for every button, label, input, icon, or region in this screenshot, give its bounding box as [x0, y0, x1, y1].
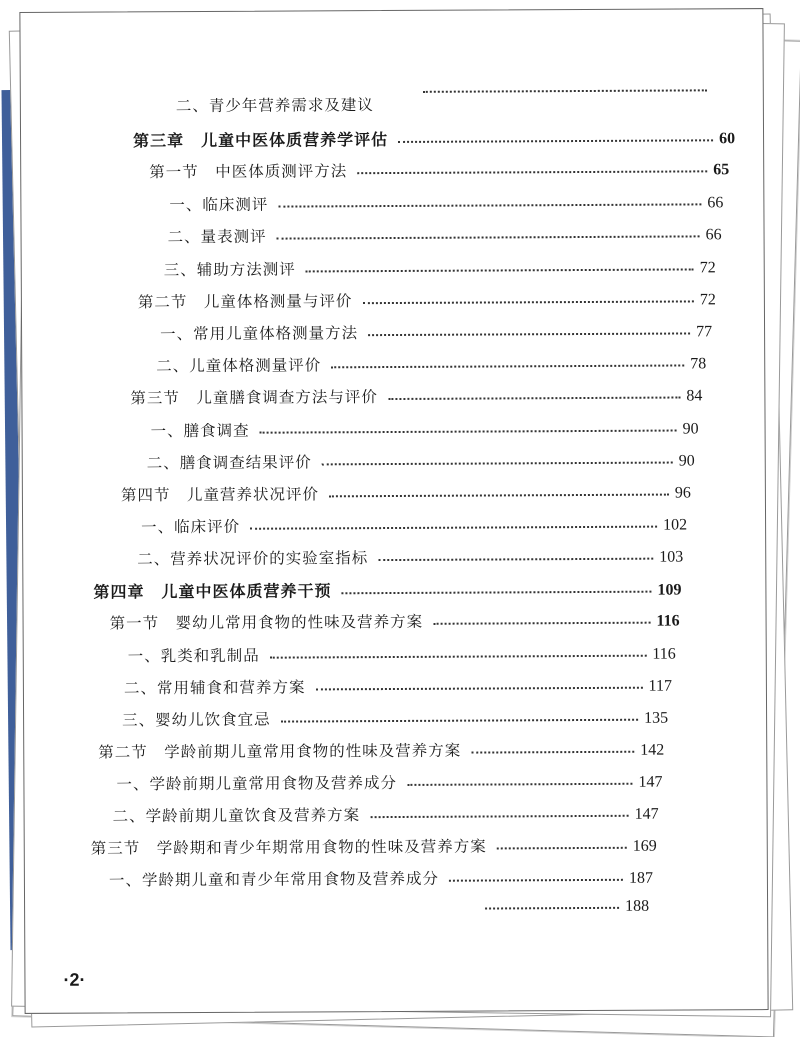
toc-entry-title: 第四章 儿童中医体质营养干预: [93, 581, 332, 602]
toc-entry-title: 一、膳食调查: [150, 421, 250, 441]
toc-entry-page: 77: [696, 323, 713, 341]
toc-leader-dots: [357, 170, 707, 174]
toc-entry: [176, 93, 406, 124]
toc-entry-page: 96: [674, 484, 691, 502]
toc-entry-title: 二、学龄前期儿童饮食及营养方案: [112, 806, 361, 826]
toc-entry-section: [121, 480, 691, 513]
toc-leader-dots: [306, 268, 694, 272]
toc-entry-page: 65: [713, 161, 730, 179]
toc-entry-title: 一、常用儿童体格测量方法: [160, 324, 359, 344]
toc-entry-page: 102: [663, 516, 688, 534]
toc-entry-page: 117: [648, 677, 672, 695]
toc-leader-dots: [407, 783, 632, 786]
toc-leader-dots: [485, 907, 619, 910]
toc-leader-dots: [378, 558, 653, 561]
toc-entry: [169, 190, 723, 223]
toc-entry-page: 66: [707, 194, 724, 212]
toc-entry-title: 一、乳类和乳制品: [127, 646, 260, 666]
toc-entry-title: 一、学龄前期儿童常用食物及营养成分: [116, 773, 397, 794]
toc-entry-title: 二、膳食调查结果评价: [146, 453, 312, 473]
toc-leader-dots: [331, 364, 684, 368]
toc-entry: [122, 706, 668, 739]
toc-entry-title: 第三节 儿童膳食调查方法与评价: [130, 388, 378, 408]
toc-entry-page: 169: [632, 837, 657, 855]
toc-leader-dots: [322, 462, 673, 466]
toc-entry-title: 第二节 儿童体格测量与评价: [137, 292, 353, 312]
toc-entry-page: 103: [659, 548, 684, 566]
toc-entry-title: 一、临床测评: [169, 195, 269, 215]
toc-leader-dots: [398, 139, 713, 143]
page-number: ·2·: [63, 969, 86, 990]
toc-entry-title: 三、婴幼儿饮食宜忌: [122, 710, 271, 730]
toc-entry-page: 109: [657, 581, 682, 599]
toc-entry-page: 90: [682, 420, 699, 438]
toc-leader-dots: [250, 526, 657, 530]
toc-entry: [168, 222, 722, 255]
toc-leader-dots: [449, 879, 623, 882]
toc-entry-title: 第一节 中医体质测评方法: [149, 162, 348, 182]
toc-entry-title: 三、辅助方法测评: [163, 260, 296, 280]
toc-entry-page: 187: [628, 869, 653, 887]
toc-leader-dots: [260, 430, 677, 434]
toc-entry: [113, 802, 659, 835]
toc-leader-dots: [368, 332, 690, 336]
toc-entry-page: 66: [705, 226, 722, 244]
toc-entry-title: 二、儿童体格测量评价: [156, 356, 322, 376]
toc-leader-dots: [388, 396, 680, 400]
toc-entry-title: 第三节 学龄期和青少年期常用食物的性味及营养方案: [90, 837, 487, 858]
toc-entry: [116, 770, 662, 803]
toc-entry-title: 第二节 学龄前期儿童常用食物的性味及营养方案: [98, 741, 462, 762]
toc-entry: [124, 674, 672, 707]
toc-leader-dots: [329, 494, 669, 498]
toc-leader-dots: [423, 89, 707, 92]
toc-leader-dots: [270, 655, 647, 659]
toc-leader-dots: [497, 847, 627, 850]
toc-entry-title: 二、量表测评: [167, 227, 267, 247]
toc-entry-title: 一、学龄期儿童和青少年常用食物及营养成分: [108, 869, 439, 890]
toc-entry: [141, 512, 687, 545]
toc-entry-section: [98, 738, 664, 771]
toc-entry-page: 116: [652, 645, 676, 663]
toc-leader-dots: [315, 687, 642, 691]
toc-entry-title: 第三章 儿童中医体质营养学评估: [133, 130, 389, 151]
toc-entry-title: 二、营养状况评价的实验室指标: [137, 549, 369, 569]
toc-entry-page: 135: [644, 709, 669, 727]
table-of-contents: [20, 9, 767, 1013]
toc-entry: [137, 544, 683, 577]
toc-entry-title: 第四节 儿童营养状况评价: [120, 485, 319, 505]
toc-leader-dots: [362, 300, 693, 304]
toc-leader-dots: [341, 591, 651, 595]
toc-leader-dots: [278, 203, 701, 207]
toc-entry-page: 72: [699, 291, 716, 309]
toc-entry-section: [130, 383, 702, 416]
toc-entry-page: 78: [690, 355, 707, 373]
toc-entry: [128, 642, 676, 675]
toc-entry-page: 116: [656, 612, 680, 630]
toc-page: [19, 8, 768, 1014]
toc-leader-dots: [370, 815, 628, 818]
toc-entry-page: 84: [686, 387, 703, 405]
toc-entry-page: 60: [719, 130, 736, 148]
toc-entry: [109, 866, 653, 899]
toc-entry: [164, 255, 716, 288]
toc-entry-title: 二、青少年营养需求及建议: [175, 96, 374, 116]
toc-entry-section: [91, 834, 657, 867]
toc-leader-dots: [433, 622, 650, 625]
toc-entry-page: 142: [640, 741, 665, 759]
toc-entry-page: 147: [638, 773, 663, 791]
toc-entry-section: [110, 609, 680, 642]
toc-leader-dots: [277, 235, 700, 239]
toc-leader-dots: [471, 751, 634, 754]
toc-dots-only: [413, 91, 713, 123]
toc-entry-section: [149, 157, 729, 190]
toc-entry-page: 90: [678, 452, 695, 470]
toc-entry: [151, 416, 699, 449]
toc-entry: [475, 898, 649, 929]
toc-entry-chapter: [133, 125, 735, 158]
toc-entry-title: 第一节 婴幼儿常用食物的性味及营养方案: [109, 612, 424, 633]
toc-entry-chapter: [93, 576, 681, 609]
toc-entry-page: 72: [699, 259, 716, 277]
toc-entry-title: 一、临床评价: [141, 517, 241, 537]
toc-entry-page: 147: [634, 805, 659, 823]
toc-entry-title: 二、常用辅食和营养方案: [123, 678, 306, 698]
toc-entry: [160, 319, 712, 352]
toc-entry-page: 188: [625, 897, 650, 915]
toc-entry-section: [138, 287, 716, 320]
toc-entry: [156, 351, 706, 384]
toc-entry: [147, 448, 695, 481]
toc-leader-dots: [281, 719, 638, 723]
